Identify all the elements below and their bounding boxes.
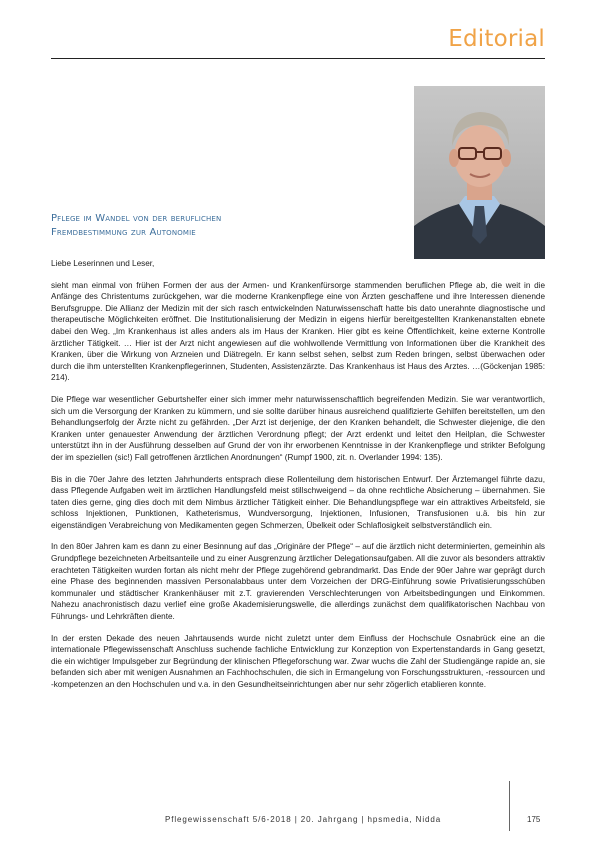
paragraph: sieht man einmal von frühen Formen der aus der Armen- und Krankenfürsorge stammenden beruflichen Pflege ab, die weit in die Anfänge des Christentums zurückgehen, war die moderne Krankenpflege eine von Ärzten geschaffene und ihre Interessen dienende Berufsgruppe. Die Allianz der Medizin mit der sich rasch entwickelnden Naturwissenschaft hatte bis dato unerahnte diagnostische und therapeutische Möglichkeiten eröffnet. Die Institutionalisierung der Medizin in eigens hierfür bereitgestellten Krankenanstalten ebnete dabei den Weg. „Im Krankenhaus ist alles anders als im Haus der Kranken. Hier gibt es keine Öffentlichkeit, keine externe Kontrolle ärztlicher Tätigkeit. … Hier ist der Arzt nicht angewiesen auf die wohlwollende Vermittlung von Informationen über die Krankheit des Kranken, über die Wirkung von Arzneien und Diätregeln. Er kann selbst sehen, selbst zum Reden bringen, selbst überwachen oder durch die ihm unterstellten Krankenpflegerinnen, Studenten, Assistenzärzte. Das Krankenhaus ist Haus des Arztes. …(Göckenjan 1985: 214). — [51, 280, 545, 383]
article-headline — [51, 212, 381, 240]
header-divider — [51, 58, 545, 59]
headline-line-1: Pflege im Wandel von der beruflichen — [51, 213, 222, 224]
headline-line-2: Fremdbestimmung zur Autonomie — [51, 227, 196, 238]
salutation: Liebe Leserinnen und Leser, — [51, 259, 155, 268]
section-title: Editorial — [448, 26, 545, 52]
author-photo — [414, 86, 545, 259]
paragraph: Die Pflege war wesentlicher Geburtshelfer einer sich immer mehr naturwissenschaftlich begreifenden Medizin. Sie war verantwortlich, sich um die Versorgung der Kranken zu kümmern, und sie sollte darüber hinaus ausreichend qualifizierte Gehilfen bereitstellen, um den Behandlungserfolg der Ärzte nicht zu gefährden. „Der Arzt ist derjenige, der den Kranken behandelt, die Schwester diejenige, die den Kranken unter genauester Anwendung der ärztlichen Verordnung pflegt; der Arzt erdenkt und leitet den Heilplan, die Schwester unterstützt ihn in der Ausführung desselben auf Grund der von ihr erworbenen Kenntnisse in der Krankenpflege und strikter Befolgung der im speziellen (sic!) Fall getroffenen ärztlichen Anordnungen“ (Rumpf 1900, zit. n. Overlander 1994: 135). — [51, 394, 545, 462]
article-body — [51, 258, 545, 701]
journal-footer: Pflegewissenschaft 5/6-2018 | 20. Jahrgang | hpsmedia, Nidda — [165, 815, 442, 824]
paragraph: In den 80er Jahren kam es dann zu einer Besinnung auf das „Originäre der Pflege“ – auf die ärztlich nicht determinierten, gemeinhin als Grundpflege bezeichneten Arbeitsanteile und zu einer Ausgrenzung ärztlicher Delegationsaufgaben. All die zuvor als besonders attraktiv erachteten Tätigkeiten wurden fortan als nicht mehr der Pflege zugehörend gebrandmarkt. Das Ende der 90er Jahre war geprägt durch eine Phase des beginnenden massiven Personalabbaus unter dem Vorzeichen der DRG-Einführung sowie Privatisierungsschüben kommunaler und städtischer Krankenhäuser mit z.T. gravierenden Verschlechterungen von Arbeitsbedingungen und Einkommen. Nahezu anachronistisch dazu verlief eine große Akademisierungswelle, die allerdings zunächst dem qualifikatorischen Nachbau von Führungs- und Lehrkräften diente. — [51, 542, 545, 622]
page-number: 175 — [527, 815, 541, 824]
footer-divider — [509, 781, 510, 831]
paragraph: Bis in die 70er Jahre des letzten Jahrhunderts entsprach diese Rollenteilung dem historischen Entwurf. Der Ärztemangel führte dazu, dass Pflegende Aufgaben weit im ärztlichen Handlungsfeld meist stillschweigend – da ohne rechtliche Absicherung – übernahmen. Sie taten dies gerne, ging dies doch mit dem Nimbus ärztlicher Tätigkeit einher. Die Behandlungspflege war ein attraktives Arbeitsfeld, sie schloss Injektionen, Punktionen, Katheterismus, Wundversorgung, Injektionen, Infusionen, Transfusionen u.ä. bis hin zur eigenständigen Verabreichung von Medikamenten gegen Schmerzen, Übelkeit oder Schlaflosigkeit selbstverständlich ein. — [51, 474, 545, 530]
paragraph: In der ersten Dekade des neuen Jahrtausends wurde nicht zuletzt unter dem Einfluss der Hochschule Osnabrück eine an die internationale Pflegewissenschaft Anschluss suchende fachliche Entwicklung zur Konzeption von Expertenstandards in Gang gesetzt, die ein wichtiger Impulsgeber zur Begründung der klinischen Pflegeforschung war. Zwar wuchs die Zahl der Studiengänge rapide an, sie befanden sich aber mit wenigen Ausnahmen an Fachhochschulen, die sich in Ermangelung von Forschungsstrukturen, -ressourcen und -kompetenzen an den Hochschulen und v.a. in den Gesundheitseinrichtungen aber nur sehr zögerlich etablieren konnte. — [51, 633, 545, 689]
